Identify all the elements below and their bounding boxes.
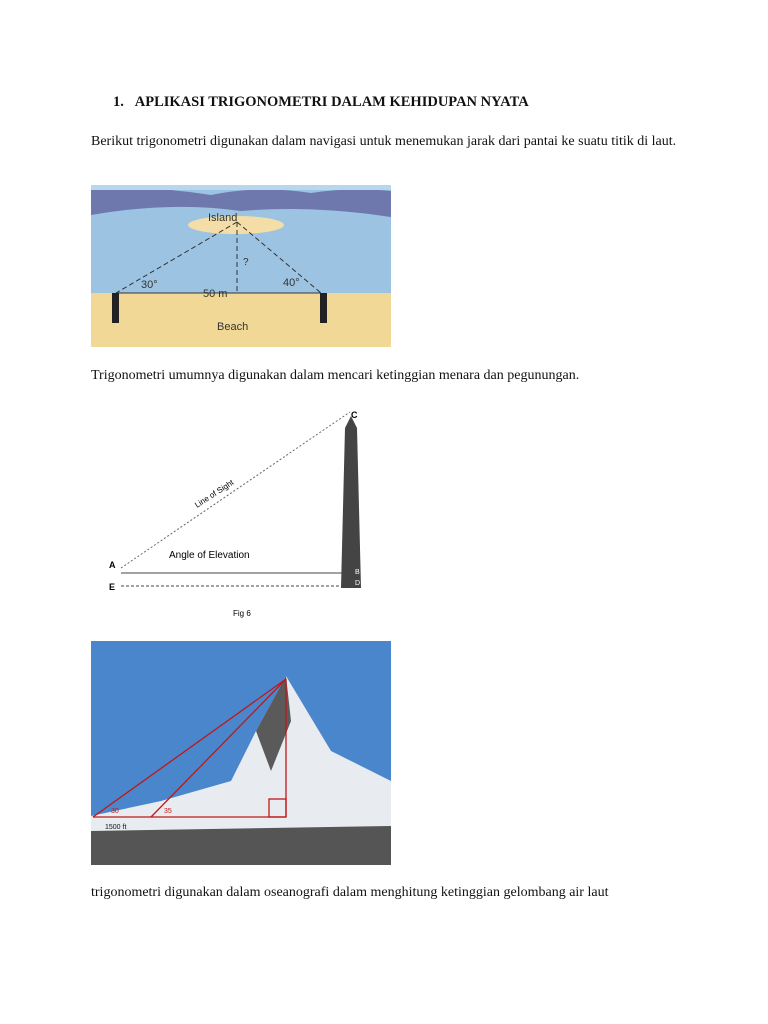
- figure-caption: Fig 6: [233, 609, 251, 618]
- point-c-label: C: [351, 410, 358, 420]
- heading-number: 1.: [113, 94, 124, 110]
- point-d-label: D: [355, 580, 361, 587]
- distance-label: 50 m: [203, 288, 228, 300]
- beach-label: Beach: [217, 321, 249, 333]
- paragraph-oceanography: trigonometri digunakan dalam oseanografi dalam menghitung ketinggian gelombang air laut: [91, 885, 609, 900]
- angle2-label: 35: [164, 808, 172, 815]
- angle-right-label: 40°: [283, 277, 300, 289]
- distance-label: 1500 ft: [105, 824, 127, 831]
- mountain-figure: [91, 641, 391, 865]
- unknown-label: ?: [243, 257, 249, 268]
- angle-left-label: 30°: [141, 279, 158, 291]
- heading-title: APLIKASI TRIGONOMETRI DALAM KEHIDUPAN NYATA: [134, 94, 529, 110]
- tower-elevation-figure: [105, 408, 370, 623]
- section-heading: [113, 94, 529, 111]
- island-label: Island: [208, 212, 238, 224]
- point-e-label: E: [109, 582, 116, 592]
- paragraph-towers: Trigonometri umumnya digunakan dalam mencari ketinggian menara dan pegunungan.: [91, 368, 580, 383]
- point-b-label: B: [355, 569, 360, 576]
- line-of-sight-label: Line of Sight: [193, 477, 236, 510]
- angle-elevation-label: Angle of Elevation: [169, 550, 250, 561]
- point-a-label: A: [109, 560, 116, 570]
- paragraph-navigation: Berikut trigonometri digunakan dalam navigasi untuk menemukan jarak dari pantai ke suatu titik di laut.: [91, 134, 677, 149]
- angle1-label: 30: [111, 808, 119, 815]
- island-navigation-figure: [91, 185, 391, 347]
